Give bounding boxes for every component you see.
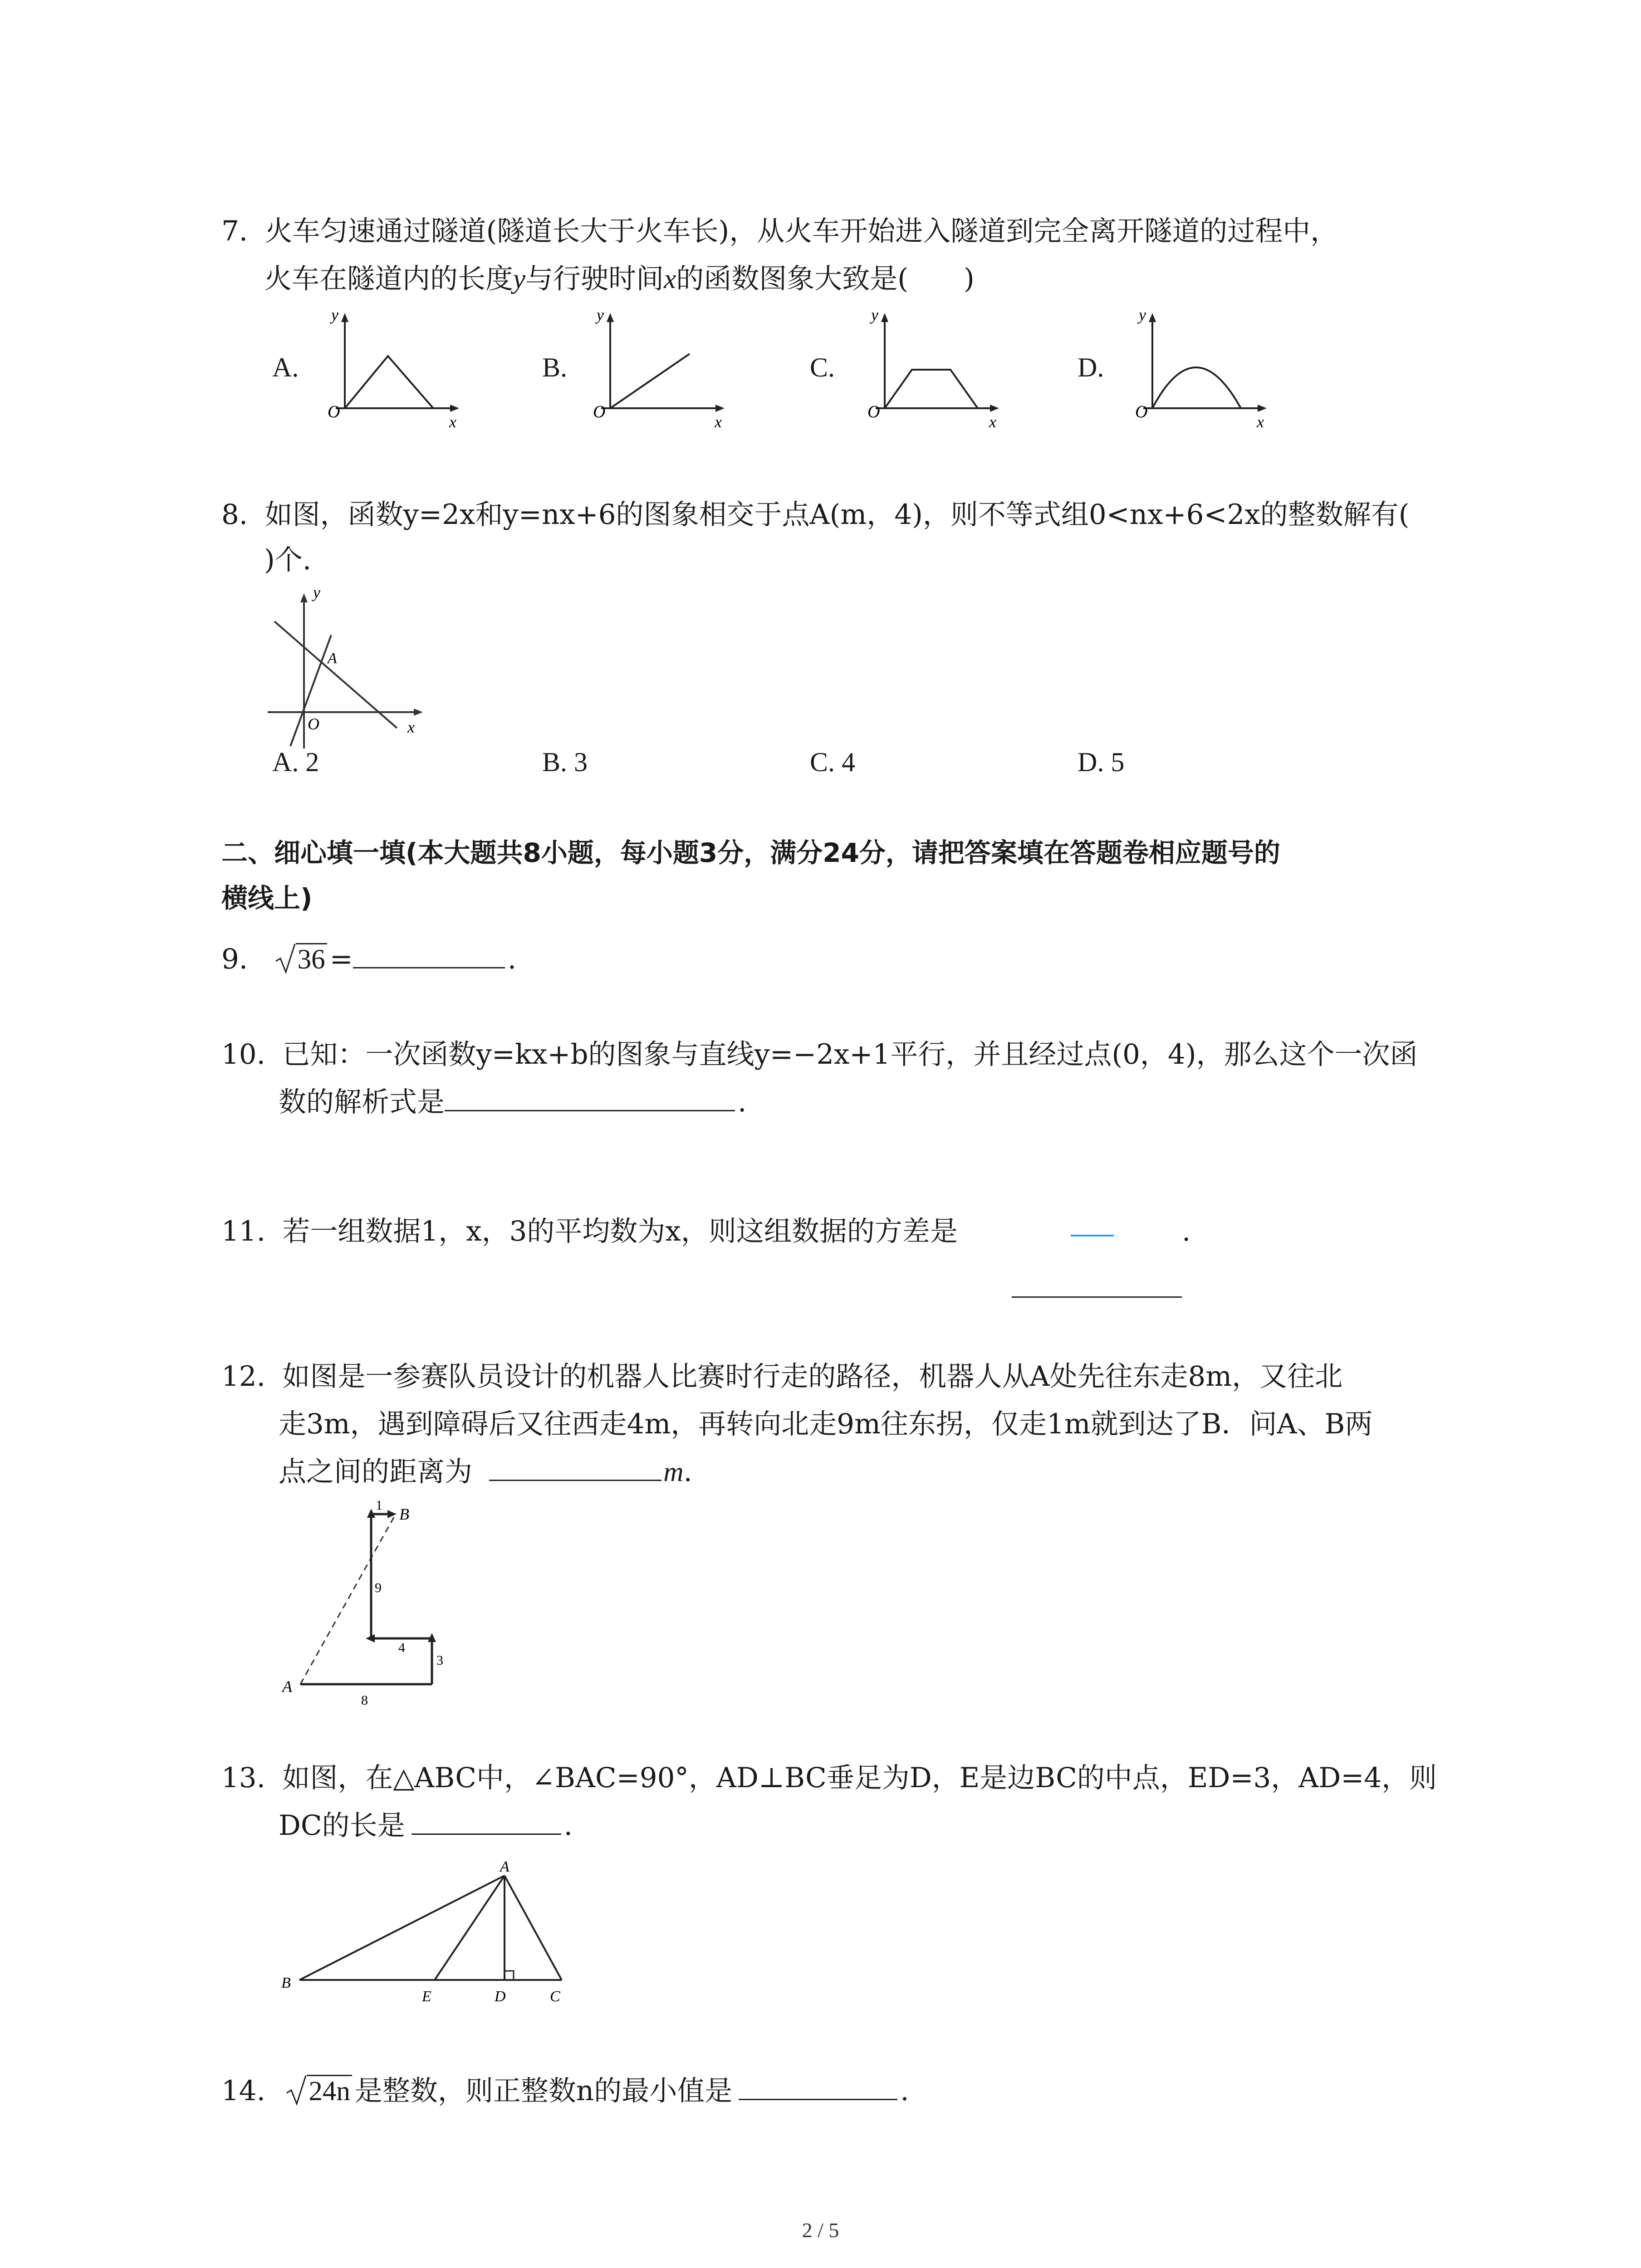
- q7-d-x: x: [1257, 413, 1264, 431]
- q12-fig-4: 4: [398, 1640, 405, 1655]
- q14-line: 14. 24n 是整数，则正整数n的最小值是 .: [221, 2073, 909, 2110]
- q7-b-x: x: [715, 413, 722, 431]
- q12-fig-9: 9: [375, 1580, 382, 1595]
- q11-number: 11.: [221, 1215, 266, 1247]
- q7-graph-b: [583, 308, 733, 431]
- q12-fig-8: 8: [361, 1693, 368, 1708]
- q7-a-x: x: [449, 413, 456, 431]
- q11-answer-blank[interactable]: [1012, 1296, 1182, 1298]
- q13-fig-b: B: [281, 1975, 291, 1991]
- q13-triangle-figure: [272, 1855, 590, 2009]
- q7-text-1: 火车匀速通过隧道(隧道长大于火车长)，从火车开始进入隧道到完全离开隧道的过程中，: [265, 215, 1338, 247]
- q7-option-b-label[interactable]: B.: [542, 352, 568, 382]
- q10-answer-blank[interactable]: [445, 1085, 735, 1111]
- q13-number: 13.: [221, 1762, 266, 1794]
- q14-answer-blank[interactable]: [739, 2073, 897, 2100]
- q7-number: 7.: [221, 215, 248, 247]
- q10-line1: 10. 已知：一次函数y=kx+b的图象与直线y=−2x+1平行，并且经过点(0，4)，那么这个一次函: [221, 1038, 1418, 1070]
- q11-line: 11. 若一组数据1，x，3的平均数为x，则这组数据的方差是: [221, 1215, 958, 1247]
- q13-answer-blank[interactable]: [411, 1808, 561, 1835]
- q12-answer-blank[interactable]: [489, 1454, 661, 1481]
- q12-fig-1: 1: [376, 1498, 382, 1513]
- section2-heading-line1: 二、细心填一填(本大题共8小题，每小题3分，满分24分，请把答案填在答题卷相应题号的: [221, 837, 1280, 868]
- q8-fig-a: A: [328, 650, 337, 667]
- q7-c-o: O: [867, 402, 880, 421]
- q12-fig-b: B: [399, 1505, 409, 1523]
- q8-fig-o: O: [308, 715, 319, 733]
- q14-number: 14.: [221, 2075, 266, 2107]
- q8-choice-d[interactable]: D. 5: [1078, 747, 1125, 777]
- q12-robot-path-figure: [272, 1497, 463, 1710]
- q8-line2: )个.: [264, 544, 312, 576]
- q12-line1: 12. 如图是一参赛队员设计的机器人比赛时行走的路径，机器人从A处先往东走8m，又往北: [221, 1360, 1343, 1393]
- q8-choice-a[interactable]: A. 2: [272, 747, 319, 777]
- q12-number: 12.: [221, 1360, 266, 1393]
- q12-line3: 点之间的距离为 m.: [279, 1454, 692, 1491]
- q7-c-y: y: [871, 308, 878, 324]
- q13-line1: 13. 如图，在△ABC中，∠BAC=90°，AD⊥BC垂足为D，E是边BC的中点，ED=3，AD=4，则: [221, 1762, 1437, 1794]
- q7-graph-a: [318, 308, 467, 431]
- q8-choice-b[interactable]: B. 3: [542, 747, 588, 777]
- q9-line: 9. 36 = .: [221, 941, 516, 978]
- q7-graph-c: [857, 308, 1007, 431]
- q7-line2: 火车在隧道内的长度y与行驶时间x的函数图象大致是( ): [264, 263, 975, 295]
- q11-blue-dash: [1071, 1235, 1114, 1237]
- q13-fig-e: E: [422, 1988, 431, 2005]
- q9-sqrt: 36: [275, 941, 327, 978]
- q8-fig-y: y: [313, 583, 320, 601]
- q7-line1: [221, 213, 1338, 249]
- q13-line2: DC的长是 .: [279, 1808, 573, 1844]
- q8-figure: [263, 581, 454, 753]
- q13-fig-a: A: [500, 1858, 509, 1875]
- q8-fig-x: x: [407, 718, 415, 736]
- q12-fig-3: 3: [436, 1653, 443, 1668]
- q10-line2: 数的解析式是 .: [279, 1084, 746, 1120]
- q9-answer-blank[interactable]: [353, 942, 505, 968]
- q13-fig-c: C: [550, 1988, 560, 2005]
- q7-option-c-label[interactable]: C.: [810, 352, 835, 382]
- q12-fig-a: A: [282, 1677, 292, 1696]
- q10-number: 10.: [221, 1038, 266, 1070]
- q7-option-a-label[interactable]: A.: [272, 352, 299, 382]
- q7-a-o: O: [328, 402, 340, 421]
- section2-heading-line2: 横线上): [221, 883, 313, 914]
- q8-line1: 8. 如图，函数y=2x和y=nx+6的图象相交于点A(m，4)，则不等式组0<nx+6<2x的整数解有(: [221, 499, 1410, 531]
- q8-choice-c[interactable]: C. 4: [810, 747, 856, 777]
- q9-number: 9.: [221, 943, 248, 975]
- q14-sqrt: 24n: [286, 2073, 352, 2110]
- q7-a-y: y: [331, 308, 338, 324]
- q7-b-y: y: [597, 308, 604, 324]
- q7-graph-d: [1125, 308, 1275, 431]
- q7-d-y: y: [1139, 308, 1146, 324]
- q8-number: 8.: [221, 499, 248, 531]
- q7-b-o: O: [593, 402, 606, 421]
- q7-option-d-label[interactable]: D.: [1078, 352, 1104, 382]
- q7-d-o: O: [1135, 402, 1148, 421]
- q13-fig-d: D: [495, 1988, 506, 2005]
- page-number: 2 / 5: [802, 2219, 839, 2242]
- q11-period: .: [1182, 1215, 1191, 1247]
- q7-c-x: x: [989, 413, 996, 431]
- q12-line2: 走3m，遇到障碍后又往西走4m，再转向北走9m往东拐，仅走1m就到达了B．问A、B两: [279, 1408, 1373, 1440]
